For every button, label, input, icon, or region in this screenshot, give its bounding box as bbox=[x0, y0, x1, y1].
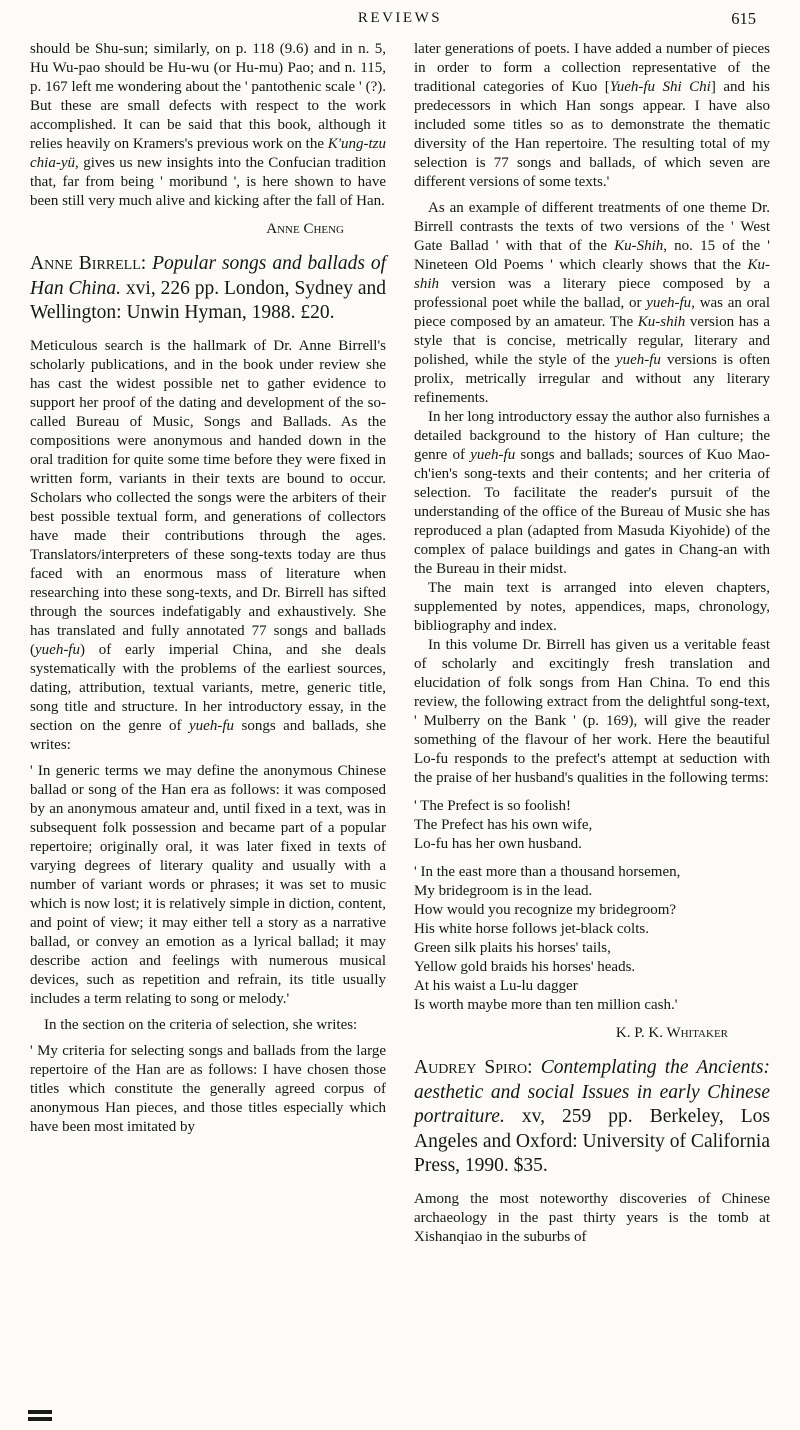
text-run: As an example of different treatments of one theme Dr. Birrell contrasts the texts of two versions of the ' West Gate Ballad ' with that of the bbox=[414, 200, 770, 254]
body-paragraph bbox=[414, 1190, 770, 1247]
running-head-title: REVIEWS bbox=[357, 10, 443, 26]
two-column-layout bbox=[30, 40, 770, 1247]
body-paragraph bbox=[30, 337, 386, 755]
reviewer-signature: Anne Cheng bbox=[266, 221, 344, 237]
verse-line: Green silk plaits his horses' tails, bbox=[414, 940, 611, 956]
verse-line: His white horse follows jet-black colts. bbox=[414, 921, 649, 937]
text-run: In her long introductory essay the author also furnishes a detailed background to the history of Han culture; the genre of bbox=[414, 409, 770, 463]
body-paragraph bbox=[414, 636, 770, 788]
quote-paragraph bbox=[30, 1042, 386, 1137]
review-heading bbox=[414, 1056, 770, 1179]
body-paragraph bbox=[30, 1016, 386, 1035]
text-run: The main text is arranged into eleven chapters, supplemented by notes, appendices, maps, chronology, bibliography and index. bbox=[414, 580, 770, 634]
verse-line: How would you recognize my bridegroom? bbox=[414, 902, 677, 918]
scan-artifact bbox=[28, 1410, 52, 1421]
body-paragraph bbox=[414, 408, 770, 579]
verse-line: ' The Prefect is so foolish! bbox=[414, 798, 571, 814]
italic-text: Ku-Shih bbox=[614, 238, 664, 254]
text-run: , gives us new insights into the Confucian tradition that, far from being ' moribund ', is here shown to have been still very much alive and kicking after the fall of Han. bbox=[30, 155, 386, 209]
body-paragraph bbox=[414, 579, 770, 636]
italic-text: yueh-fu bbox=[615, 352, 661, 368]
verse-block bbox=[414, 863, 770, 1015]
italic-text: Ku-shih bbox=[637, 314, 686, 330]
text-run: , no. 15 of the ' Nineteen Old Poems ' which clearly shows that the bbox=[414, 238, 771, 273]
text-run: ] and his predecessors in which Han songs appear. I have also included some titles so as to demonstrate the thematic diversity of the Han repertoire. The resulting total of my selection is 77 songs and ballads, of which seven are different versions of some texts.' bbox=[414, 79, 770, 190]
italic-text: Ku-shih bbox=[414, 257, 770, 292]
verse-line: Lo-fu has her own husband. bbox=[414, 836, 582, 852]
smallcaps-name: Anne Birrell: bbox=[30, 253, 153, 274]
italic-text: yueh-fu bbox=[35, 641, 80, 658]
verse-line: At his waist a Lu-lu dagger bbox=[414, 978, 578, 994]
reviewer-signature: K. P. K. Whitaker bbox=[615, 1025, 728, 1041]
left-column bbox=[30, 40, 386, 1247]
text-run: version was a literary piece composed by a professional poet while the ballad, or bbox=[414, 276, 770, 311]
italic-text: K'ung-tzu chia-yü bbox=[30, 136, 386, 171]
text-run: xv, 259 pp. Berkeley, Los Angeles and Oxford: University of California Press, 1990. $35. bbox=[414, 1106, 770, 1176]
italic-text: Yueh-fu Shi Chi bbox=[609, 79, 711, 95]
italic-text: yueh-fu bbox=[646, 295, 692, 311]
page-number: 615 bbox=[731, 9, 756, 28]
verse-block bbox=[414, 797, 770, 854]
italic-text: yueh-fu bbox=[189, 717, 234, 734]
page-header bbox=[30, 8, 770, 34]
text-run: In this volume Dr. Birrell has given us a veritable feast of scholarly and excitingly fresh translation and elucidation of folk songs from Han China. To end this review, the following extract from the delightful song-text, ' Mulberry on the Bank ' (p. 169), will give the reader something of the flavour of her work. Here the beautiful Lo-fu responds to the prefect's attempt at seduction with the praise of her husband's qualities in the following terms: bbox=[414, 637, 770, 786]
text-run: version has a style that is concise, metrically regular, literary and polished, while the style of the bbox=[414, 314, 770, 368]
text-run: should be Shu-sun; similarly, on p. 118 (9.6) and in n. 5, Hu Wu-pao should be Hu-wu (or Hu-mu) Pao; and n. 115, p. 167 left me wondering about the ' pantothenic scale ' (?). But these are small defects with respect to the work accomplished. It can be said that this book, although it relies heavily on Kramers's previous work on the bbox=[30, 41, 386, 152]
text-run: Meticulous search is the hallmark of Dr. Anne Birrell's scholarly publications, and in the book under review she has cast the widest possible net to gather evidence to support her proof of the dating and development of the so-called Bureau of Music, Songs and Ballads. As the compositions were anonymous and handed down in the oral tradition for quite some time before they were fixed in written form, variants in their texts are bound to occur. Scholars who collected the songs were the arbiters of their best possible textual form, and generations of collectors have made their contributions through the ages. Translators/interpreters of these song-texts today are thus faced with an enormous mass of literature when researching into these song-texts, and Dr. Birrell has sifted through the sources indefatigably and exhaustively. She has translated and fully annotated 77 songs and ballads ( bbox=[30, 337, 386, 658]
text-run: versions is often prolix, metrically irregular and without any literary refinements. bbox=[414, 352, 770, 406]
verse-line: The Prefect has his own wife, bbox=[414, 817, 593, 833]
smallcaps-name: Audrey Spiro: bbox=[414, 1057, 541, 1078]
italic-text: Contemplating the Ancients: aesthetic and social Issues in early Chinese portraiture. bbox=[414, 1057, 770, 1127]
verse-line: Yellow gold braids his horses' heads. bbox=[414, 959, 636, 975]
quote-paragraph bbox=[414, 40, 770, 192]
text-run: ' In generic terms we may define the anonymous Chinese ballad or song of the Han era as follows: it was composed by an anonymous amateur and, until fixed in a text, was in subsequent folk possession and became part of a popular repertoire; originally oral, it was later fixed in texts of varying degrees of literary quality and usually with a number of variant words or phrases; it was set to music which is now lost; it is relatively simple in diction, content, and point of view; it may either tell a story as a narrative ballad, or convey an emotion as a lyrical ballad; it may describe action and feelings with numerous musical devices, such as repetition and refrain, its title usually includes a term relating to song or melody.' bbox=[30, 762, 386, 1007]
body-paragraph bbox=[30, 40, 386, 211]
text-run: ) of early imperial China, and she deals systematically with the problems of the earliest sources, dating, attribution, textual variants, metre, generic title, song title and structure. In her introductory essay, in the section on the genre of bbox=[30, 641, 386, 734]
text-run: , was an oral piece composed by an amateur. The bbox=[414, 295, 770, 330]
text-run: xvi, 226 pp. London, Sydney and Wellington: Unwin Hyman, 1988. £20. bbox=[30, 277, 386, 323]
quote-paragraph bbox=[30, 762, 386, 1009]
italic-text: Popular songs and ballads of Han China. bbox=[30, 253, 386, 299]
verse-line: My bridegroom is in the lead. bbox=[414, 883, 593, 899]
right-column bbox=[414, 40, 770, 1247]
review-heading bbox=[30, 252, 386, 326]
body-paragraph bbox=[414, 199, 770, 408]
text-run: later generations of poets. I have added a number of pieces in order to form a collection representative of the traditional categories of Kuo [ bbox=[414, 41, 770, 95]
text-run: songs and ballads; sources of Kuo Mao-ch'ien's song-texts and their contents; and her criteria of selection. To facilitate the reader's pursuit of the understanding of the office of the Bureau of Music she has reproduced a plan (adapted from Masuda Kiyohide) of the complex of palace buildings and gates in Chang-an with the Bureau in their midst. bbox=[414, 447, 770, 577]
text-run: In the section on the criteria of selection, she writes: bbox=[44, 1016, 358, 1033]
text-run: Among the most noteworthy discoveries of Chinese archaeology in the past thirty years is the tomb at Xishanqiao in the suburbs of bbox=[414, 1190, 770, 1245]
verse-line: ' In the east more than a thousand horsemen, bbox=[414, 864, 681, 880]
verse-line: Is worth maybe more than ten million cash.' bbox=[414, 997, 678, 1013]
text-run: songs and ballads, she writes: bbox=[30, 717, 386, 753]
text-run: ' My criteria for selecting songs and ballads from the large repertoire of the Han are as follows: I have chosen those titles which constitute the generally agreed corpus of anonymous Han pieces, and those titles especially which have been most imitated by bbox=[30, 1042, 386, 1135]
italic-text: yueh-fu bbox=[470, 447, 516, 463]
